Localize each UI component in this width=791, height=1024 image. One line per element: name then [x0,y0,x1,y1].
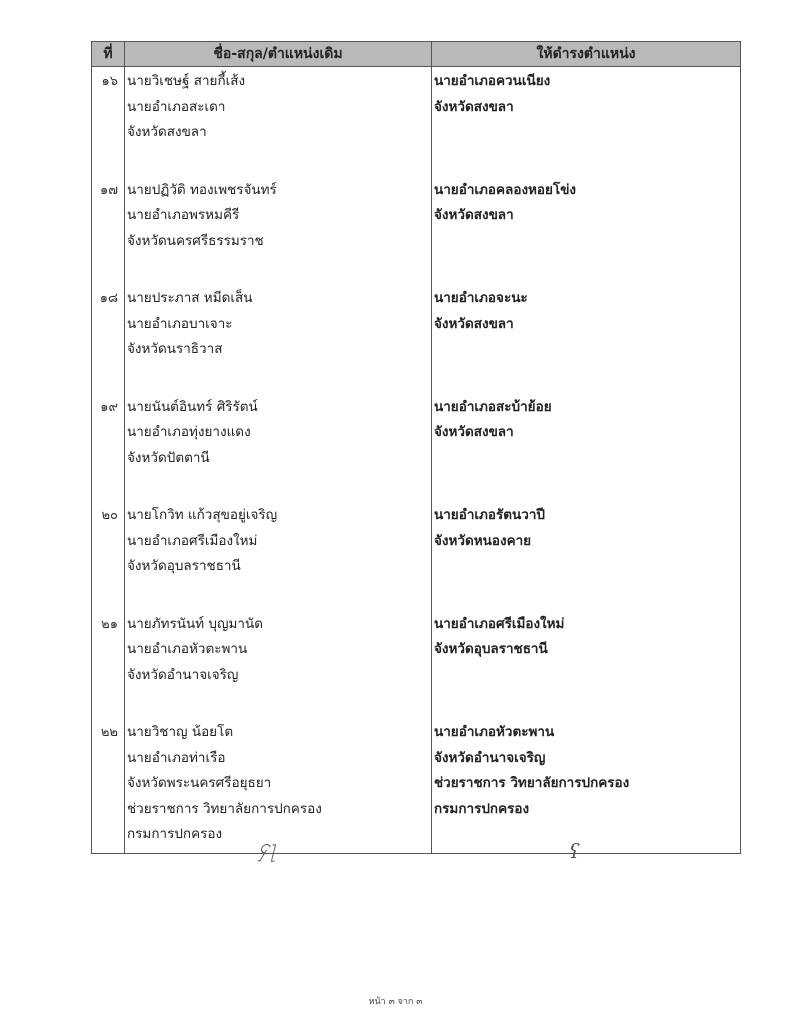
old-province: จังหวัดนราธิวาส [127,341,223,357]
old-assignment: ช่วยราชการ วิทยาลัยการปกครอง [127,800,322,817]
row-number: ๒๑ [92,610,125,719]
new-position-cell [432,176,741,285]
old-province: จังหวัดสงขลา [127,124,207,140]
new-position-cell [432,393,741,502]
new-assignment: ช่วยราชการ วิทยาลัยการปกครอง [434,775,630,791]
table-row [92,284,741,393]
new-position-cell [432,718,741,863]
old-department: กรมการปกครอง [127,826,223,842]
old-district: นายอำเภอหัวตะพาน [127,641,248,657]
table-row [92,718,741,854]
table-row [92,610,741,719]
table-row [92,393,741,502]
old-position-cell [125,176,432,285]
new-position-cell [432,610,741,719]
row-number: ๒๐ [92,501,125,610]
new-department: กรมการปกครอง [434,800,530,817]
new-district: นายอำเภอควนเนียง [434,73,551,89]
new-province: จังหวัดอุบลราชธานี [434,641,548,657]
old-province: จังหวัดนครศรีธรรมราช [127,232,264,249]
old-position-cell [125,393,432,502]
old-district: นายอำเภอบาเจาะ [127,315,233,332]
old-position-cell [125,501,432,610]
person-name: นายภัทรนันท์ บุญมานัด [127,615,263,632]
old-position-cell [125,284,432,393]
appointment-table [91,41,741,863]
person-name: นายโกวิท แก้วสุขอยู่เจริญ [127,507,278,523]
new-position-cell [432,501,741,610]
person-name: นายวิเชษฐ์ สายกี้เส้ง [127,73,246,89]
old-district: นายอำเภอท่าเรือ [127,749,226,766]
old-position-cell [125,610,432,719]
new-province: จังหวัดสงขลา [434,207,514,223]
new-position-cell [432,284,741,393]
new-province: จังหวัดสงขลา [434,98,514,115]
header-new-position: ให้ดำรงตำแหน่ง [432,42,741,67]
old-province: จังหวัดปัตตานี [127,449,210,466]
new-province: จังหวัดสงขลา [434,315,514,332]
old-district: นายอำเภอพรหมคีรี [127,207,240,223]
header-no: ที่ [92,42,125,67]
header-old-position: ชื่อ-สกุล/ตำแหน่งเดิม [125,42,432,67]
page-footer: หน้า ๓ จาก ๓ [368,997,423,1007]
row-number: ๑๙ [92,393,125,502]
old-province: จังหวัดอำนาจเจริญ [127,666,239,683]
new-district: นายอำเภอคลองหอยโข่ง [434,181,577,198]
person-name: นายประภาส หมีดเส็น [127,290,253,306]
table-row [92,67,741,176]
row-number: ๑๘ [92,284,125,393]
old-province: จังหวัดอุบลราชธานี [127,558,241,574]
initials-signature-left: ႁႃ [259,834,276,858]
new-district: นายอำเภอศรีเมืองใหม่ [434,615,565,632]
new-district: นายอำเภอรัตนวาปี [434,507,546,523]
initials-signature-right: ʕ [569,839,580,863]
new-province: จังหวัดสงขลา [434,424,514,440]
person-name: นายนันต์อินทร์ ศิริรัตน์ [127,398,258,415]
person-name: นายวิชาญ น้อยโต [127,724,234,740]
old-position-cell [125,718,432,858]
new-position-cell [432,67,741,176]
old-district: นายอำเภอทุ่งยางแดง [127,424,251,440]
row-number: ๑๖ [92,67,125,176]
person-name: นายปฏิวัติ ทองเพชรจันทร์ [127,181,277,198]
new-district: นายอำเภอจะนะ [434,290,528,306]
new-province: จังหวัดอำนาจเจริญ [434,749,546,766]
new-district: นายอำเภอหัวตะพาน [434,724,555,740]
new-province: จังหวัดหนองคาย [434,532,532,549]
new-district: นายอำเภอสะบ้าย้อย [434,398,552,415]
table-row [92,176,741,285]
table-row [92,501,741,610]
old-province: จังหวัดพระนครศรีอยุธยา [127,775,272,791]
old-district: นายอำเภอศรีเมืองใหม่ [127,532,258,549]
row-number: ๒๒ [92,718,125,854]
row-number: ๑๗ [92,176,125,285]
old-position-cell [125,67,432,176]
old-district: นายอำเภอสะเดา [127,98,226,115]
table-header-row [92,42,741,67]
